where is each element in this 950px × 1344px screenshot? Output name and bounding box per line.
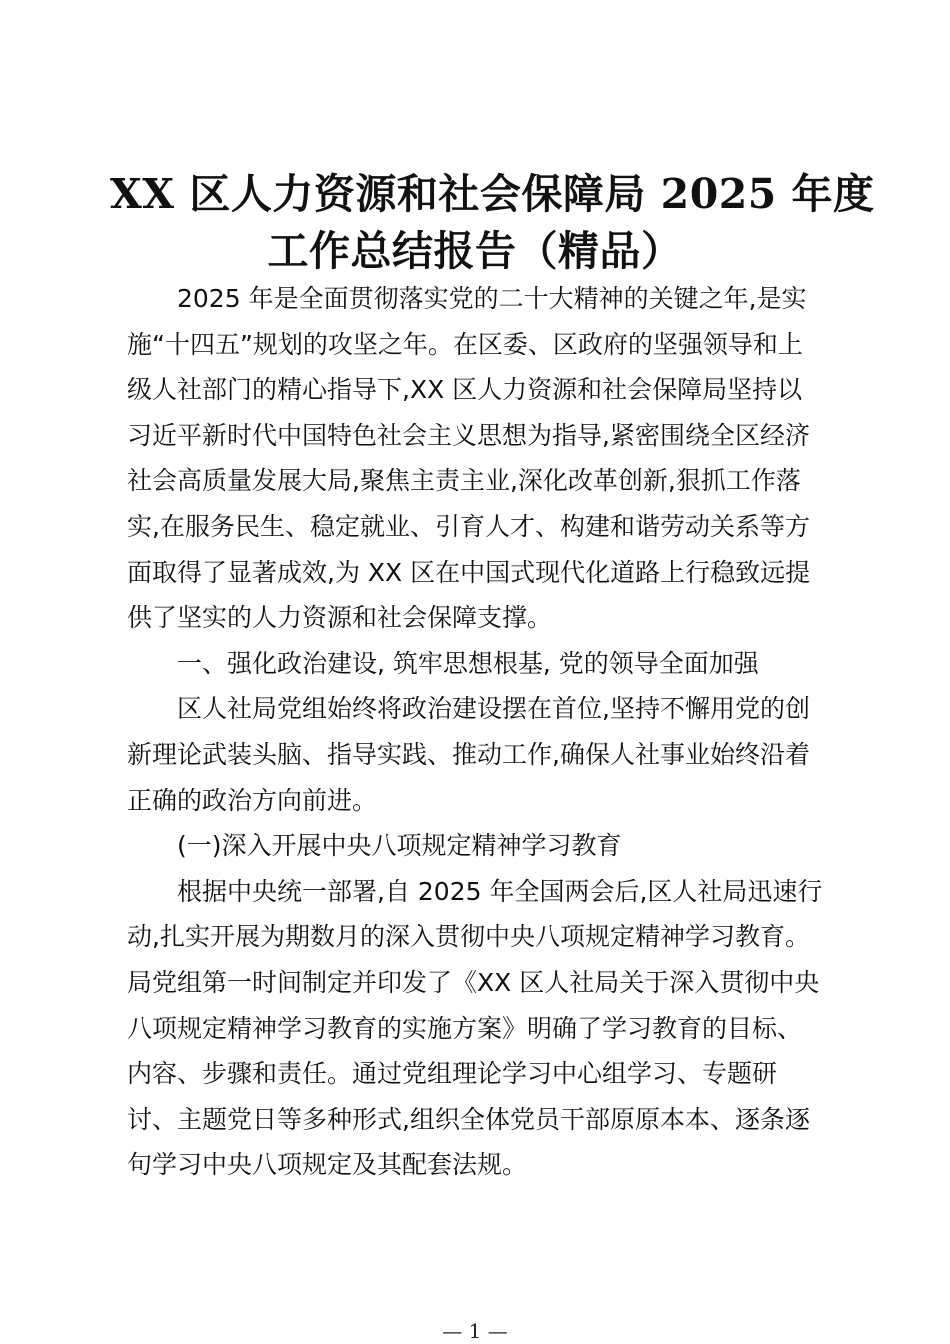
- section-heading-1: 一、强化政治建设, 筑牢思想根基, 党的领导全面加强: [177, 648, 759, 678]
- paragraph-intro-line: 施“十四五”规划的攻坚之年。在区委、区政府的坚强领导和上: [127, 329, 803, 359]
- paragraph-intro-line: 面取得了显著成效,为 XX 区在中国式现代化道路上行稳致远提: [127, 557, 811, 587]
- paragraph-section-1-line: 区人社局党组始终将政治建设摆在首位,坚持不懈用党的创: [177, 694, 810, 724]
- paragraph-subsection-1-line: 句学习中央八项规定及其配套法规。: [127, 1150, 528, 1180]
- paragraph-intro-line: 供了坚实的人力资源和社会保障支撑。: [127, 603, 553, 633]
- paragraph-subsection-1-line: 内容、步骤和责任。通过党组理论学习中心组学习、专题研: [127, 1059, 778, 1089]
- paragraph-subsection-1-line: 根据中央统一部署,自 2025 年全国两会后,区人社局迅速行: [177, 876, 823, 906]
- document-title: [110, 166, 875, 280]
- paragraph-section-1-line: 正确的政治方向前进。: [127, 785, 378, 815]
- paragraph-subsection-1-line: 八项规定精神学习教育的实施方案》明确了学习教育的目标、: [127, 1013, 803, 1043]
- subsection-heading-1: (一)深入开展中央八项规定精神学习教育: [177, 831, 622, 861]
- page-number: — 1 —: [442, 1319, 508, 1343]
- paragraph-intro-line: 实,在服务民生、稳定就业、引育人才、构建和谐劳动关系等方: [127, 511, 810, 541]
- paragraph-subsection-1-line: 局党组第一时间制定并印发了《XX 区人社局关于深入贯彻中央: [127, 967, 820, 997]
- paragraph-intro-line: 习近平新时代中国特色社会主义思想为指导,紧密围绕全区经济: [127, 420, 810, 450]
- paragraph-intro-line: 级人社部门的精心指导下,XX 区人力资源和社会保障局坚持以: [127, 375, 803, 405]
- paragraph-subsection-1-line: 讨、主题党日等多种形式,组织全体党员干部原原本本、逐条逐: [127, 1104, 810, 1134]
- paragraph-subsection-1-line: 动,扎实开展为期数月的深入贯彻中央八项规定精神学习教育。: [127, 922, 810, 952]
- paragraph-intro-line: 2025 年是全面贯彻落实党的二十大精神的关键之年,是实: [177, 284, 807, 313]
- paragraph-intro-line: 社会高质量发展大局,聚焦主责主业,深化改革创新,狠抓工作落: [127, 466, 801, 496]
- document-body: [127, 276, 827, 1188]
- paragraph-section-1-line: 新理论武装头脑、指导实践、推动工作,确保人社事业始终沿着: [127, 739, 810, 769]
- title-line-1: XX 区人力资源和社会保障局 2025 年度: [110, 170, 875, 218]
- title-line-2: 工作总结报告（精品）: [267, 227, 683, 275]
